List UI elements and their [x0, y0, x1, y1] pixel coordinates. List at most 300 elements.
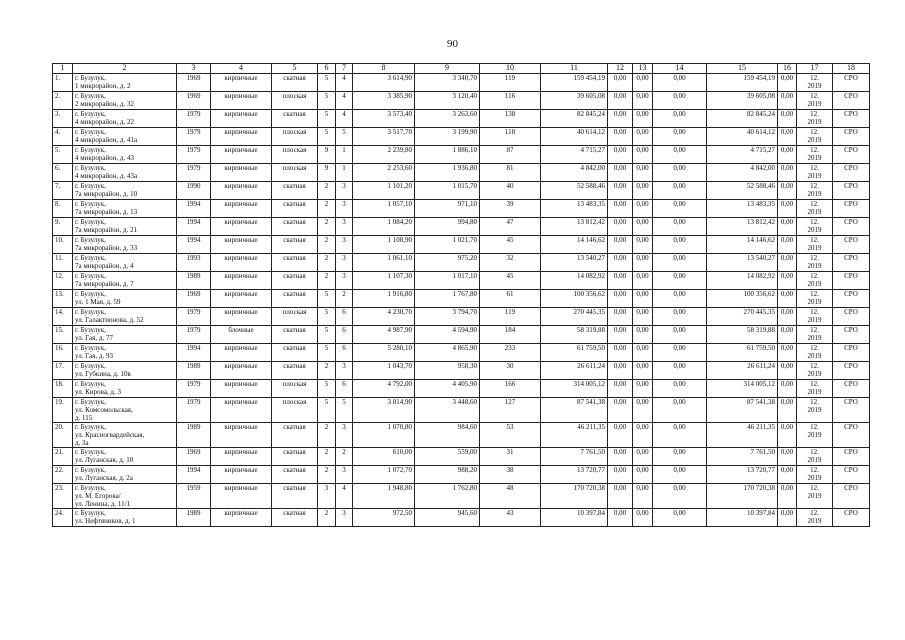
residents-cell: 39 — [480, 200, 541, 218]
entrances-cell: 6 — [336, 344, 353, 362]
entrances-cell: 3 — [336, 182, 353, 200]
total-area-cell: 5 280,10 — [353, 344, 415, 362]
entrances-cell: 6 — [336, 326, 353, 344]
fund-cell: 0,00 — [778, 74, 797, 92]
floors-cell: 9 — [318, 146, 336, 164]
residents-cell: 45 — [480, 236, 541, 254]
address-line: 2 микрорайон, д. 32 — [75, 100, 134, 108]
table-row — [53, 344, 870, 362]
total-cost-cell: 10 397,84 — [541, 509, 608, 527]
method-cell: СРО — [833, 484, 870, 509]
fund-cell: 0,00 — [778, 92, 797, 110]
fund-cell: 0,00 — [778, 128, 797, 146]
floors-cell: 5 — [318, 326, 336, 344]
wall-material-cell: кирпичные — [211, 254, 272, 272]
fund-cell: 0,00 — [653, 74, 707, 92]
address-line: г. Бузулук, — [75, 484, 106, 492]
residents-cell: 48 — [480, 484, 541, 509]
fund-cell: 0,00 — [778, 254, 797, 272]
living-area-cell: 559,00 — [415, 448, 480, 466]
total-area-cell: 1 061,10 — [353, 254, 415, 272]
row-number-cell: 7. — [53, 182, 73, 200]
roof-type-cell: плоская — [272, 308, 318, 326]
method-cell: СРО — [833, 380, 870, 398]
deadline-cell — [797, 236, 833, 254]
fund-cell: 0,00 — [633, 509, 653, 527]
address-line: г. Бузулук, — [75, 254, 106, 262]
roof-type-cell: скатная — [272, 344, 318, 362]
deadline-line: 12. — [810, 272, 819, 280]
roof-type-cell: плоская — [272, 146, 318, 164]
total-cost-cell: 100 356,62 — [541, 290, 608, 308]
living-area-cell: 1 015,70 — [415, 182, 480, 200]
entrances-cell: 3 — [336, 423, 353, 448]
entrances-cell: 4 — [336, 110, 353, 128]
fund-cell: 0,00 — [608, 74, 633, 92]
own-funds-cell: 82 845,24 — [707, 110, 778, 128]
floors-cell: 2 — [318, 218, 336, 236]
fund-cell: 0,00 — [653, 398, 707, 423]
total-cost-cell: 159 454,19 — [541, 74, 608, 92]
row-number-cell: 2. — [53, 92, 73, 110]
own-funds-cell: 13 720,77 — [707, 466, 778, 484]
floors-cell: 2 — [318, 236, 336, 254]
fund-cell: 0,00 — [608, 236, 633, 254]
total-area-cell: 1 043,70 — [353, 362, 415, 380]
floors-cell: 2 — [318, 182, 336, 200]
deadline-line: 12. — [810, 146, 819, 154]
deadline-line: 12. — [810, 110, 819, 118]
method-cell: СРО — [833, 398, 870, 423]
wall-material-cell: кирпичные — [211, 398, 272, 423]
deadline-line: 2019 — [807, 244, 822, 252]
roof-type-cell: скатная — [272, 200, 318, 218]
method-cell: СРО — [833, 200, 870, 218]
own-funds-cell: 13 540,27 — [707, 254, 778, 272]
deadline-line: 2019 — [807, 352, 822, 360]
address-line: г. Бузулук, — [75, 398, 106, 406]
wall-material-cell: кирпичные — [211, 380, 272, 398]
year-cell: 1989 — [177, 509, 211, 527]
fund-cell: 0,00 — [778, 398, 797, 423]
entrances-cell: 3 — [336, 236, 353, 254]
method-cell: СРО — [833, 448, 870, 466]
wall-material-cell: кирпичные — [211, 509, 272, 527]
year-cell: 1959 — [177, 484, 211, 509]
wall-material-cell: кирпичные — [211, 110, 272, 128]
row-number-cell: 20. — [53, 423, 73, 448]
residents-cell: 81 — [480, 164, 541, 182]
own-funds-cell: 61 759,50 — [707, 344, 778, 362]
register-table — [52, 63, 870, 527]
method-cell: СРО — [833, 110, 870, 128]
fund-cell: 0,00 — [653, 362, 707, 380]
total-area-cell: 1 108,90 — [353, 236, 415, 254]
fund-cell: 0,00 — [653, 218, 707, 236]
wall-material-cell: кирпичные — [211, 290, 272, 308]
deadline-cell — [797, 218, 833, 236]
address-cell — [73, 146, 177, 164]
method-cell: СРО — [833, 509, 870, 527]
own-funds-cell: 52 588,46 — [707, 182, 778, 200]
deadline-cell — [797, 344, 833, 362]
roof-type-cell: скатная — [272, 362, 318, 380]
floors-cell: 2 — [318, 448, 336, 466]
total-cost-cell: 13 483,35 — [541, 200, 608, 218]
address-cell — [73, 236, 177, 254]
column-number: 15 — [707, 64, 778, 74]
column-number: 16 — [778, 64, 797, 74]
fund-cell: 0,00 — [778, 362, 797, 380]
floors-cell: 5 — [318, 128, 336, 146]
total-area-cell: 1 107,30 — [353, 272, 415, 290]
wall-material-cell: кирпичные — [211, 423, 272, 448]
total-area-cell: 1 948,80 — [353, 484, 415, 509]
fund-cell: 0,00 — [778, 200, 797, 218]
address-line: ул. Кирова, д. 3 — [75, 388, 121, 396]
total-area-cell: 1 057,10 — [353, 200, 415, 218]
wall-material-cell: кирпичные — [211, 466, 272, 484]
column-number: 9 — [415, 64, 480, 74]
fund-cell: 0,00 — [633, 164, 653, 182]
own-funds-cell: 13 483,35 — [707, 200, 778, 218]
fund-cell: 0,00 — [653, 236, 707, 254]
year-cell: 1994 — [177, 218, 211, 236]
entrances-cell: 5 — [336, 398, 353, 423]
fund-cell: 0,00 — [778, 290, 797, 308]
table-row — [53, 448, 870, 466]
fund-cell: 0,00 — [608, 448, 633, 466]
living-area-cell: 3 340,70 — [415, 74, 480, 92]
roof-type-cell: скатная — [272, 290, 318, 308]
fund-cell: 0,00 — [653, 484, 707, 509]
address-cell — [73, 272, 177, 290]
fund-cell: 0,00 — [778, 326, 797, 344]
living-area-cell: 988,20 — [415, 466, 480, 484]
address-cell — [73, 182, 177, 200]
year-cell: 1979 — [177, 146, 211, 164]
deadline-line: 2019 — [807, 208, 822, 216]
fund-cell: 0,00 — [633, 92, 653, 110]
year-cell: 1979 — [177, 380, 211, 398]
deadline-line: 2019 — [807, 492, 822, 500]
deadline-cell — [797, 128, 833, 146]
total-cost-cell: 13 540,27 — [541, 254, 608, 272]
entrances-cell: 6 — [336, 308, 353, 326]
column-number-row — [53, 64, 870, 74]
year-cell: 1979 — [177, 398, 211, 423]
fund-cell: 0,00 — [653, 290, 707, 308]
fund-cell: 0,00 — [633, 200, 653, 218]
deadline-line: 2019 — [807, 226, 822, 234]
own-funds-cell: 13 812,42 — [707, 218, 778, 236]
fund-cell: 0,00 — [608, 308, 633, 326]
entrances-cell: 3 — [336, 254, 353, 272]
method-cell: СРО — [833, 74, 870, 92]
fund-cell: 0,00 — [608, 398, 633, 423]
floors-cell: 2 — [318, 466, 336, 484]
residents-cell: 61 — [480, 290, 541, 308]
fund-cell: 0,00 — [633, 466, 653, 484]
method-cell: СРО — [833, 182, 870, 200]
address-line: 4 микрорайон, д. 43а — [75, 172, 138, 180]
total-cost-cell: 14 082,92 — [541, 272, 608, 290]
residents-cell: 233 — [480, 344, 541, 362]
column-number: 17 — [797, 64, 833, 74]
fund-cell: 0,00 — [633, 344, 653, 362]
deadline-cell — [797, 110, 833, 128]
wall-material-cell: кирпичные — [211, 146, 272, 164]
deadline-line: 12. — [810, 128, 819, 136]
deadline-line: 12. — [810, 218, 819, 226]
fund-cell: 0,00 — [608, 218, 633, 236]
roof-type-cell: скатная — [272, 182, 318, 200]
floors-cell: 5 — [318, 344, 336, 362]
entrances-cell: 4 — [336, 92, 353, 110]
table-row — [53, 146, 870, 164]
deadline-line: 2019 — [807, 334, 822, 342]
total-cost-cell: 61 759,50 — [541, 344, 608, 362]
deadline-line: 12. — [810, 308, 819, 316]
year-cell: 1994 — [177, 344, 211, 362]
total-area-cell: 3 614,90 — [353, 74, 415, 92]
deadline-cell — [797, 200, 833, 218]
method-cell: СРО — [833, 164, 870, 182]
deadline-cell — [797, 509, 833, 527]
roof-type-cell: скатная — [272, 423, 318, 448]
address-cell — [73, 344, 177, 362]
column-number: 10 — [480, 64, 541, 74]
deadline-cell — [797, 484, 833, 509]
total-cost-cell: 314 005,12 — [541, 380, 608, 398]
fund-cell: 0,00 — [608, 200, 633, 218]
column-number: 3 — [177, 64, 211, 74]
year-cell: 1979 — [177, 110, 211, 128]
address-cell — [73, 92, 177, 110]
fund-cell: 0,00 — [653, 380, 707, 398]
method-cell: СРО — [833, 466, 870, 484]
address-cell — [73, 290, 177, 308]
address-cell — [73, 110, 177, 128]
wall-material-cell: кирпичные — [211, 308, 272, 326]
year-cell: 1989 — [177, 423, 211, 448]
row-number-cell: 8. — [53, 200, 73, 218]
table-row — [53, 92, 870, 110]
total-area-cell: 4 792,00 — [353, 380, 415, 398]
fund-cell: 0,00 — [778, 164, 797, 182]
fund-cell: 0,00 — [608, 272, 633, 290]
fund-cell: 0,00 — [653, 254, 707, 272]
fund-cell: 0,00 — [608, 423, 633, 448]
fund-cell: 0,00 — [608, 128, 633, 146]
fund-cell: 0,00 — [608, 344, 633, 362]
year-cell: 1979 — [177, 308, 211, 326]
address-line: г. Бузулук, — [75, 448, 106, 456]
address-cell — [73, 200, 177, 218]
address-line: ул. Нефтяников, д. 1 — [75, 517, 136, 525]
table-row — [53, 272, 870, 290]
method-cell: СРО — [833, 290, 870, 308]
fund-cell: 0,00 — [608, 110, 633, 128]
deadline-cell — [797, 398, 833, 423]
deadline-cell — [797, 254, 833, 272]
entrances-cell: 3 — [336, 362, 353, 380]
table-row — [53, 128, 870, 146]
fund-cell: 0,00 — [653, 448, 707, 466]
row-number-cell: 5. — [53, 146, 73, 164]
fund-cell: 0,00 — [633, 380, 653, 398]
total-area-cell: 2 239,80 — [353, 146, 415, 164]
table-row — [53, 509, 870, 527]
address-line: 7а микрорайон, д. 4 — [75, 262, 134, 270]
address-cell — [73, 326, 177, 344]
deadline-line: 2019 — [807, 100, 822, 108]
year-cell: 1994 — [177, 236, 211, 254]
year-cell: 1989 — [177, 272, 211, 290]
address-line: 7а микрорайон, д. 10 — [75, 190, 138, 198]
address-line: 4 микрорайон, д. 22 — [75, 118, 134, 126]
row-number-cell: 16. — [53, 344, 73, 362]
deadline-cell — [797, 448, 833, 466]
deadline-line: 12. — [810, 74, 819, 82]
wall-material-cell: кирпичные — [211, 164, 272, 182]
address-line: г. Бузулук, — [75, 308, 106, 316]
year-cell: 1993 — [177, 254, 211, 272]
fund-cell: 0,00 — [608, 484, 633, 509]
fund-cell: 0,00 — [633, 254, 653, 272]
address-line: г. Бузулук, — [75, 92, 106, 100]
address-line: ул. 1 Мая, д. 59 — [75, 298, 121, 306]
address-cell — [73, 308, 177, 326]
address-line: ул. М. Егорова/ — [75, 492, 121, 500]
address-line: г. Бузулук, — [75, 110, 106, 118]
own-funds-cell: 10 397,84 — [707, 509, 778, 527]
own-funds-cell: 100 356,62 — [707, 290, 778, 308]
fund-cell: 0,00 — [608, 509, 633, 527]
own-funds-cell: 314 005,12 — [707, 380, 778, 398]
address-line: г. Бузулук, — [75, 380, 106, 388]
deadline-line: 12. — [810, 380, 819, 388]
residents-cell: 119 — [480, 308, 541, 326]
fund-cell: 0,00 — [653, 326, 707, 344]
deadline-line: 12. — [810, 448, 819, 456]
fund-cell: 0,00 — [653, 344, 707, 362]
wall-material-cell: кирпичные — [211, 362, 272, 380]
address-cell — [73, 218, 177, 236]
roof-type-cell: скатная — [272, 110, 318, 128]
method-cell: СРО — [833, 344, 870, 362]
row-number-cell: 9. — [53, 218, 73, 236]
deadline-line: 12. — [810, 362, 819, 370]
roof-type-cell: плоская — [272, 398, 318, 423]
living-area-cell: 3 448,60 — [415, 398, 480, 423]
fund-cell: 0,00 — [778, 423, 797, 448]
address-line: 7а микрорайон, д. 13 — [75, 208, 138, 216]
living-area-cell: 1 936,80 — [415, 164, 480, 182]
address-line: 1 микрорайон, д. 2 — [75, 82, 131, 90]
table-row — [53, 74, 870, 92]
entrances-cell: 3 — [336, 272, 353, 290]
total-cost-cell: 82 845,24 — [541, 110, 608, 128]
row-number-cell: 13. — [53, 290, 73, 308]
total-cost-cell: 270 445,35 — [541, 308, 608, 326]
fund-cell: 0,00 — [633, 272, 653, 290]
deadline-line: 12. — [810, 164, 819, 172]
residents-cell: 53 — [480, 423, 541, 448]
residents-cell: 40 — [480, 182, 541, 200]
fund-cell: 0,00 — [778, 509, 797, 527]
fund-cell: 0,00 — [608, 146, 633, 164]
method-cell: СРО — [833, 92, 870, 110]
wall-material-cell: кирпичные — [211, 448, 272, 466]
deadline-cell — [797, 92, 833, 110]
column-number: 2 — [73, 64, 177, 74]
address-cell — [73, 380, 177, 398]
year-cell: 1979 — [177, 128, 211, 146]
entrances-cell: 5 — [336, 128, 353, 146]
total-area-cell: 3 517,70 — [353, 128, 415, 146]
deadline-cell — [797, 466, 833, 484]
deadline-line: 2019 — [807, 431, 822, 439]
column-number: 13 — [633, 64, 653, 74]
deadline-cell — [797, 146, 833, 164]
row-number-cell: 15. — [53, 326, 73, 344]
deadline-cell — [797, 380, 833, 398]
address-cell — [73, 74, 177, 92]
fund-cell: 0,00 — [633, 326, 653, 344]
fund-cell: 0,00 — [778, 236, 797, 254]
fund-cell: 0,00 — [653, 128, 707, 146]
fund-cell: 0,00 — [778, 380, 797, 398]
roof-type-cell: скатная — [272, 466, 318, 484]
table-row — [53, 484, 870, 509]
total-area-cell: 3 814,90 — [353, 398, 415, 423]
fund-cell: 0,00 — [633, 290, 653, 308]
entrances-cell: 3 — [336, 509, 353, 527]
fund-cell: 0,00 — [653, 423, 707, 448]
own-funds-cell: 26 611,24 — [707, 362, 778, 380]
deadline-line: 2019 — [807, 82, 822, 90]
floors-cell: 5 — [318, 92, 336, 110]
table-row — [53, 380, 870, 398]
table-row — [53, 290, 870, 308]
entrances-cell: 1 — [336, 164, 353, 182]
column-number: 4 — [211, 64, 272, 74]
fund-cell: 0,00 — [633, 484, 653, 509]
table-row — [53, 254, 870, 272]
deadline-cell — [797, 326, 833, 344]
table-row — [53, 236, 870, 254]
row-number-cell: 3. — [53, 110, 73, 128]
living-area-cell: 3 199,90 — [415, 128, 480, 146]
row-number-cell: 1. — [53, 74, 73, 92]
fund-cell: 0,00 — [653, 272, 707, 290]
roof-type-cell: скатная — [272, 218, 318, 236]
deadline-line: 12. — [810, 326, 819, 334]
residents-cell: 138 — [480, 110, 541, 128]
address-cell — [73, 128, 177, 146]
table-row — [53, 362, 870, 380]
fund-cell: 0,00 — [778, 146, 797, 164]
column-number: 12 — [608, 64, 633, 74]
residents-cell: 184 — [480, 326, 541, 344]
fund-cell: 0,00 — [653, 509, 707, 527]
method-cell: СРО — [833, 236, 870, 254]
living-area-cell: 975,20 — [415, 254, 480, 272]
year-cell: 1979 — [177, 326, 211, 344]
roof-type-cell: скатная — [272, 448, 318, 466]
residents-cell: 118 — [480, 128, 541, 146]
